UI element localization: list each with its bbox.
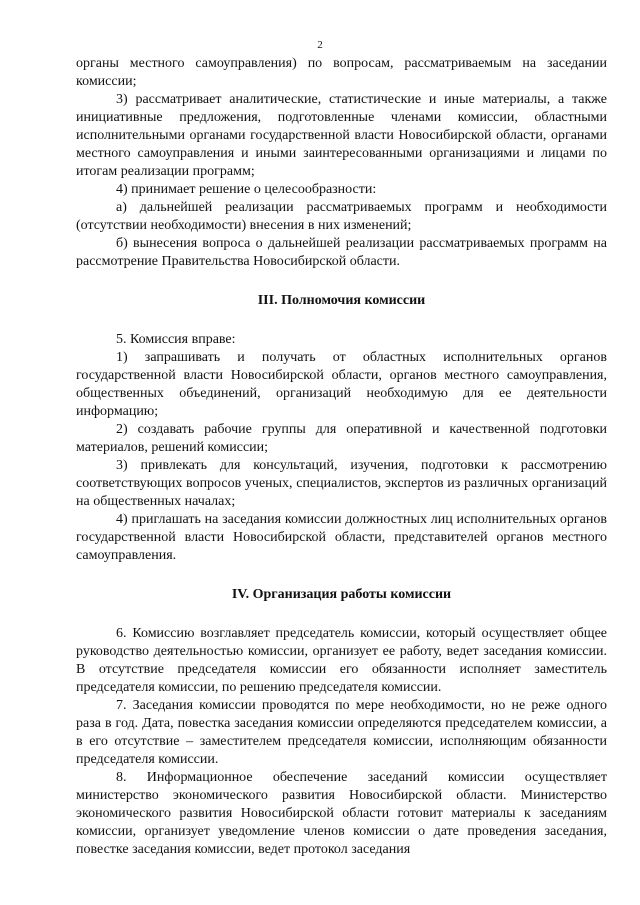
paragraph-item-4: 4) принимает решение о целесообразности:	[116, 182, 377, 197]
section-heading-iv: IV. Организация работы комиссии	[231, 587, 452, 602]
paragraph-right-4: 4) приглашать на заседания комиссии должностных лиц исполнительных органов государственной власти Новосибирской области, представителей органов местного самоуправления.	[76, 512, 607, 563]
paragraph-continuation: органы местного самоуправления) по вопросам, рассматриваемым на заседании комиссии;	[76, 56, 607, 89]
paragraph-subitem-b: б) вынесения вопроса о дальнейшей реализации рассматриваемых программ на рассмотрение Правительства Новосибирской области.	[76, 236, 607, 269]
paragraph-right-3: 3) привлекать для консультаций, изучения, подготовки к рассмотрению соответствующих вопросов ученых, специалистов, экспертов из различных организаций на общественных началах;	[76, 458, 607, 509]
document-body	[76, 55, 607, 859]
paragraph-item-7: 7. Заседания комиссии проводятся по мере необходимости, но не реже одного раза в год. Дата, повестка заседания комиссии определяются председателем комиссии, а в его отсутствие – заместителем председателя комиссии, исполняющим обязанности председателя комиссии.	[76, 698, 607, 767]
paragraph-item-5: 5. Комиссия вправе:	[116, 332, 236, 347]
paragraph-subitem-a: а) дальнейшей реализации рассматриваемых программ и необходимости (отсутствии необходимости) внесения в них изменений;	[76, 200, 607, 233]
paragraph-item-6: 6. Комиссию возглавляет председатель комиссии, который осуществляет общее руководство деятельностью комиссии, организует ее работу, ведет заседания комиссии. В отсутствие председателя комиссии его обязанности исполняет заместитель председателя комиссии, по решению председателя комиссии.	[76, 626, 607, 695]
paragraph-item-3: 3) рассматривает аналитические, статистические и иные материалы, а также инициативные предложения, подготовленные членами комиссии, областными исполнительными органами государственной власти Новосибирской области, органами местного самоуправления и иными заинтересованными организациями и лицами по итогам реализации программ;	[76, 92, 607, 179]
paragraph-right-1: 1) запрашивать и получать от областных исполнительных органов государственной власти Новосибирской области, органов местного самоуправления, общественных объединений, организаций необходимую для ее деятельности информацию;	[76, 350, 607, 419]
paragraph-item-8: 8. Информационное обеспечение заседаний комиссии осуществляет министерство экономического развития Новосибирской области. Министерство экономического развития Новосибирской области готовит материалы к заседаниям комиссии, организует уведомление членов комиссии о дате проведения заседания, повестке заседания комиссии, ведет протокол заседания	[76, 770, 607, 857]
section-heading-iii: III. Полномочия комиссии	[257, 293, 426, 308]
paragraph-right-2: 2) создавать рабочие группы для оперативной и качественной подготовки материалов, решений комиссии;	[76, 422, 607, 455]
page-number: 2	[317, 39, 323, 51]
